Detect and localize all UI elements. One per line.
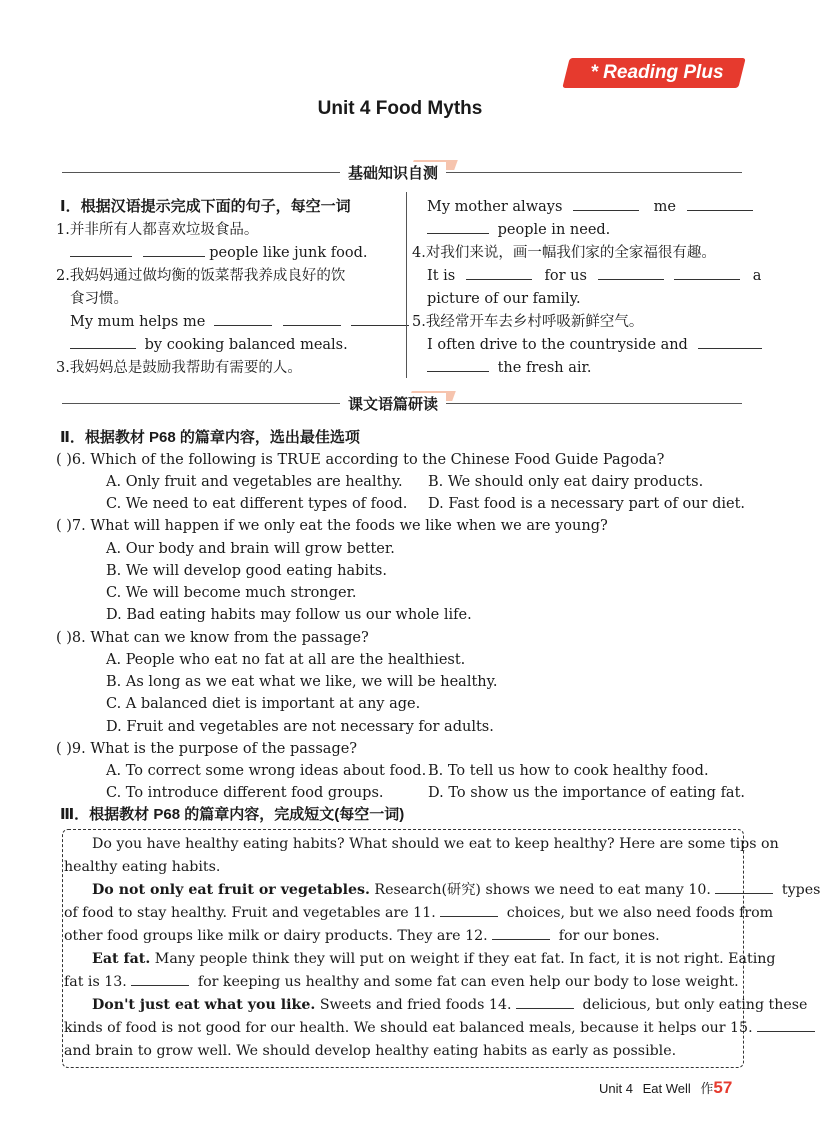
q2-english-b: by cooking balanced meals. [70,334,348,356]
q5-english-b: the fresh air. [427,357,591,379]
blank-10[interactable] [715,879,773,894]
answer-blank[interactable] [698,334,762,349]
q2-english-a: My mum helps me [70,311,409,333]
q9-option-a[interactable]: A. To correct some wrong ideas about food. [106,763,427,779]
q5-chinese: 5.我经常开车去乡村呼吸新鲜空气。 [412,314,644,330]
q4-english-a: It is for us a [427,265,761,287]
blank-13[interactable] [131,971,189,986]
part2-heading: Ⅱ．根据教材 P68 的篇章内容，选出最佳选项 [60,429,360,446]
q1-english: people like junk food. [70,242,367,264]
q2-chinese-a: 2.我妈妈通过做均衡的饭菜帮我养成良好的饮 [56,268,346,284]
passage-p1-line3: other food groups like milk or dairy products. They are 12. for our bones. [64,925,660,948]
q8-option-d[interactable]: D. Fruit and vegetables are not necessary for adults. [106,719,494,735]
answer-blank[interactable] [573,196,639,211]
q6-stem: ( )6. Which of the following is TRUE according to the Chinese Food Guide Pagoda? [56,452,665,468]
column-divider [406,192,407,378]
page-number: 57 [713,1078,733,1097]
reading-plus-badge: * Reading Plus [590,62,724,83]
answer-blank[interactable] [674,265,740,280]
q6-option-b[interactable]: B. We should only eat dairy products. [428,474,704,490]
q4-chinese: 4.对我们来说，画一幅我们家的全家福很有趣。 [412,245,716,261]
blank-11[interactable] [440,902,498,917]
answer-blank[interactable] [598,265,664,280]
blank-15[interactable] [757,1017,815,1032]
passage-p2-line1: Eat fat. Many people think they will put on weight if they eat fat. In fact, it is not right. Eating [92,951,776,967]
passage-p1-line1: Do not only eat fruit or vegetables. Research(研究) shows we need to eat many 10. types [92,879,820,902]
passage-p1-line2: of food to stay healthy. Fruit and vegetables are 11. choices, but we also need foods from [64,902,773,925]
q1-chinese: 1.并非所有人都喜欢垃圾食品。 [56,222,259,238]
q7-option-d[interactable]: D. Bad eating habits may follow us our whole life. [106,607,472,623]
answer-blank[interactable] [687,196,753,211]
passage-p3-line3: and brain to grow well. We should develop healthy eating habits as early as possible. [64,1043,677,1059]
passage-p3-line2: kinds of food is not good for our health. We should eat balanced meals, because it helps our 15. [64,1017,815,1040]
blank-12[interactable] [492,925,550,940]
section-title-basic: 基础知识自测 [340,162,446,183]
answer-blank[interactable] [466,265,532,280]
q3-chinese: 3.我妈妈总是鼓励我帮助有需要的人。 [56,360,302,376]
q8-option-a[interactable]: A. People who eat no fat at all are the healthiest. [106,652,466,668]
answer-blank[interactable] [283,311,341,326]
q8-option-b[interactable]: B. As long as we eat what we like, we will be healthy. [106,674,498,690]
q7-stem: ( )7. What will happen if we only eat the foods we like when we are young? [56,518,608,534]
passage-p3-line1: Don't just eat what you like. Sweets and fried foods 14. delicious, but only eating these [92,994,807,1017]
q9-stem: ( )9. What is the purpose of the passage? [56,741,358,757]
q4-english-b: picture of our family. [427,291,581,307]
q8-stem: ( )8. What can we know from the passage? [56,630,369,646]
q9-option-c[interactable]: C. To introduce different food groups. [106,785,384,801]
answer-blank[interactable] [351,311,409,326]
q6-option-a[interactable]: A. Only fruit and vegetables are healthy. [106,474,403,490]
section-title-text-study: 课文语篇研读 [340,393,446,414]
q7-option-c[interactable]: C. We will become much stronger. [106,585,357,601]
q5-english-a: I often drive to the countryside and [427,334,762,356]
answer-blank[interactable] [70,242,132,257]
page-footer: Unit 4 Eat Well 作57 [599,1078,733,1097]
passage-p2-line2: fat is 13. for keeping us healthy and some fat can even help our body to lose weight. [64,971,739,994]
q9-option-b[interactable]: B. To tell us how to cook healthy food. [428,763,709,779]
passage-intro-line1: Do you have healthy eating habits? What should we eat to keep healthy? Here are some tips on [92,836,779,852]
q6-option-d[interactable]: D. Fast food is a necessary part of our diet. [428,496,746,512]
answer-blank[interactable] [70,334,136,349]
answer-blank[interactable] [427,357,489,372]
passage-intro-line2: healthy eating habits. [64,859,221,875]
q7-option-a[interactable]: A. Our body and brain will grow better. [106,541,395,557]
q8-option-c[interactable]: C. A balanced diet is important at any age. [106,696,421,712]
blank-14[interactable] [516,994,574,1009]
q6-option-c[interactable]: C. We need to eat different types of food. [106,496,408,512]
part3-heading: Ⅲ．根据教材 P68 的篇章内容，完成短文(每空一词) [60,806,405,823]
answer-blank[interactable] [427,219,489,234]
answer-blank[interactable] [214,311,272,326]
q2-chinese-b: 食习惯。 [70,291,128,307]
q3-english-b: people in need. [427,219,610,241]
answer-blank[interactable] [143,242,205,257]
q9-option-d[interactable]: D. To show us the importance of eating fat. [428,785,746,801]
page-title: Unit 4 Food Myths [317,98,483,119]
q3-english-a: My mother always me [427,196,753,218]
q7-option-b[interactable]: B. We will develop good eating habits. [106,563,387,579]
part1-heading: Ⅰ．根据汉语提示完成下面的句子，每空一词 [60,198,351,215]
